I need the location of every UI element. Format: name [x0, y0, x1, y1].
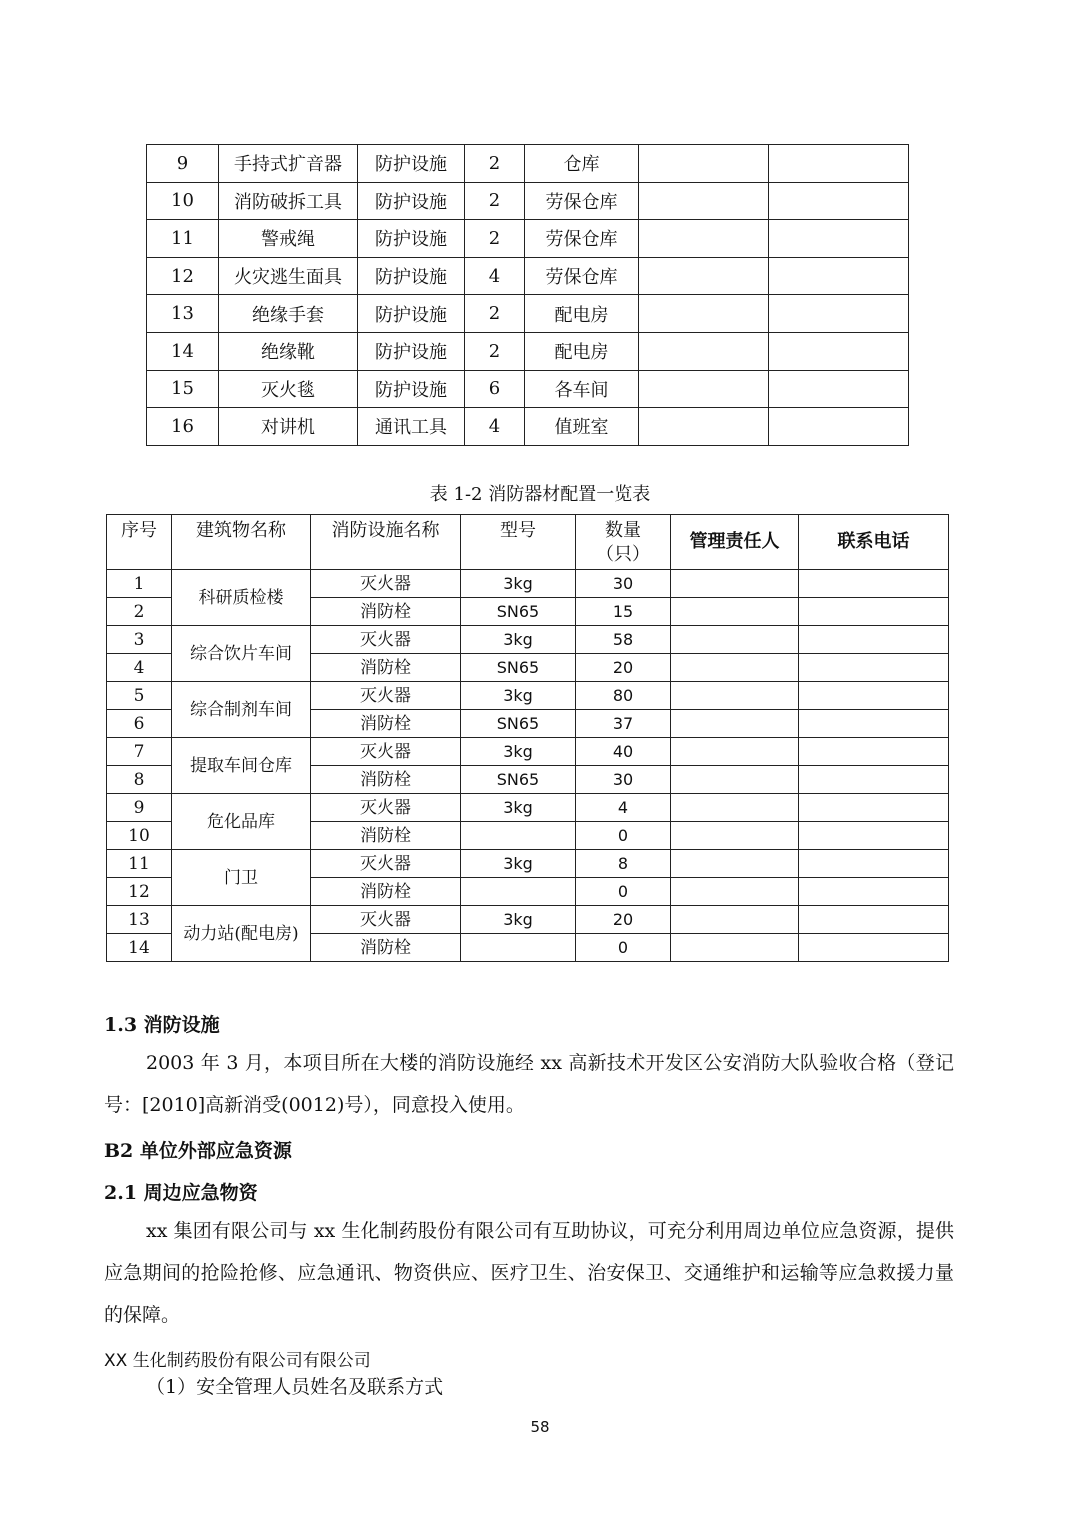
cell-phone [799, 570, 949, 598]
cell-facility: 灭火器 [311, 570, 461, 598]
cell-building: 危化品库 [172, 794, 311, 850]
cell-type: 防护设施 [358, 295, 465, 333]
cell-building: 综合制剂车间 [172, 682, 311, 738]
cell-phone [799, 738, 949, 766]
table-row [147, 145, 909, 183]
cell-phone [799, 682, 949, 710]
cell-no: 5 [107, 682, 172, 710]
cell-qty: 2 [465, 295, 525, 333]
cell-phone [799, 654, 949, 682]
cell-qty: 30 [576, 766, 671, 794]
cell-model [461, 878, 576, 906]
header-building: 建筑物名称 [172, 515, 311, 570]
cell-qty: 4 [576, 794, 671, 822]
cell-manager [671, 598, 799, 626]
cell-no: 11 [107, 850, 172, 878]
cell-facility: 消防栓 [311, 934, 461, 962]
cell-model [461, 822, 576, 850]
cell-facility: 消防栓 [311, 598, 461, 626]
cell-facility: 灭火器 [311, 850, 461, 878]
cell-manager [671, 850, 799, 878]
table-row [107, 906, 949, 934]
cell-qty: 40 [576, 738, 671, 766]
cell-facility: 灭火器 [311, 626, 461, 654]
section-2-1-paragraph: xx 集团有限公司与 xx 生化制药股份有限公司有互助协议，可充分利用周边单位应急资源，提供应急期间的抢险抢修、应急通讯、物资供应、医疗卫生、治安保卫、交通维护和运输等应急救援力量的保障。 [104, 1220, 954, 1326]
cell-name: 对讲机 [219, 408, 358, 446]
cell-name: 灭火毯 [219, 370, 358, 408]
cell-loc: 值班室 [525, 408, 639, 446]
cell-c6 [639, 257, 769, 295]
cell-loc: 劳保仓库 [525, 220, 639, 258]
cell-manager [671, 654, 799, 682]
cell-model: 3kg [461, 906, 576, 934]
table-row [147, 370, 909, 408]
cell-c7 [769, 295, 909, 333]
header-facility: 消防设施名称 [311, 515, 461, 570]
cell-manager [671, 766, 799, 794]
table-row [107, 850, 949, 878]
cell-manager [671, 878, 799, 906]
cell-model: SN65 [461, 710, 576, 738]
cell-qty: 58 [576, 626, 671, 654]
cell-qty: 6 [465, 370, 525, 408]
cell-name: 警戒绳 [219, 220, 358, 258]
header-qty [576, 515, 671, 570]
cell-loc: 配电房 [525, 295, 639, 333]
cell-name: 手持式扩音器 [219, 145, 358, 183]
cell-qty: 2 [465, 332, 525, 370]
cell-c7 [769, 145, 909, 183]
cell-c6 [639, 220, 769, 258]
table-row [147, 182, 909, 220]
section-heading-2-1: 2.1 周边应急物资 [104, 1182, 258, 1204]
cell-loc: 劳保仓库 [525, 182, 639, 220]
cell-model: 3kg [461, 850, 576, 878]
cell-facility: 消防栓 [311, 878, 461, 906]
cell-type: 防护设施 [358, 257, 465, 295]
cell-c7 [769, 370, 909, 408]
section-heading-1-3: 1.3 消防设施 [104, 1014, 220, 1036]
cell-name: 绝缘靴 [219, 332, 358, 370]
cell-model: 3kg [461, 794, 576, 822]
cell-type: 防护设施 [358, 145, 465, 183]
cell-c6 [639, 408, 769, 446]
cell-manager [671, 822, 799, 850]
cell-no: 12 [107, 878, 172, 906]
cell-manager [671, 710, 799, 738]
cell-c6 [639, 332, 769, 370]
table-row [147, 220, 909, 258]
cell-manager [671, 570, 799, 598]
cell-model: SN65 [461, 598, 576, 626]
cell-qty: 37 [576, 710, 671, 738]
header-phone: 联系电话 [799, 515, 949, 570]
cell-model [461, 934, 576, 962]
cell-c7 [769, 220, 909, 258]
cell-no: 14 [147, 332, 219, 370]
cell-no: 10 [107, 822, 172, 850]
cell-c7 [769, 332, 909, 370]
cell-qty: 2 [465, 145, 525, 183]
cell-loc: 各车间 [525, 370, 639, 408]
cell-qty: 2 [465, 220, 525, 258]
cell-name: 火灾逃生面具 [219, 257, 358, 295]
cell-phone [799, 710, 949, 738]
header-qty-line2: （只） [596, 544, 650, 565]
cell-no: 16 [147, 408, 219, 446]
company-line: XX 生化制药股份有限公司有限公司 [104, 1351, 371, 1371]
cell-qty: 80 [576, 682, 671, 710]
header-model: 型号 [461, 515, 576, 570]
cell-facility: 灭火器 [311, 794, 461, 822]
cell-phone [799, 822, 949, 850]
cell-no: 10 [147, 182, 219, 220]
cell-loc: 配电房 [525, 332, 639, 370]
cell-no: 15 [147, 370, 219, 408]
fire-equipment-table [106, 514, 949, 962]
header-manager: 管理责任人 [671, 515, 799, 570]
cell-c6 [639, 370, 769, 408]
cell-phone [799, 878, 949, 906]
cell-model: 3kg [461, 626, 576, 654]
cell-type: 防护设施 [358, 370, 465, 408]
cell-no: 13 [107, 906, 172, 934]
cell-qty: 4 [465, 257, 525, 295]
cell-manager [671, 794, 799, 822]
cell-facility: 灭火器 [311, 738, 461, 766]
cell-no: 8 [107, 766, 172, 794]
table-row [107, 794, 949, 822]
cell-model: SN65 [461, 766, 576, 794]
cell-type: 通讯工具 [358, 408, 465, 446]
cell-phone [799, 766, 949, 794]
table-row [147, 408, 909, 446]
cell-qty: 20 [576, 906, 671, 934]
cell-building: 门卫 [172, 850, 311, 906]
cell-no: 12 [147, 257, 219, 295]
header-qty-line1: 数量 [605, 520, 641, 541]
cell-name: 绝缘手套 [219, 295, 358, 333]
cell-manager [671, 934, 799, 962]
cell-qty: 4 [465, 408, 525, 446]
cell-qty: 8 [576, 850, 671, 878]
cell-manager [671, 682, 799, 710]
list-item-1: （1）安全管理人员姓名及联系方式 [146, 1376, 444, 1398]
cell-no: 7 [107, 738, 172, 766]
cell-model: 3kg [461, 738, 576, 766]
cell-type: 防护设施 [358, 182, 465, 220]
section-heading-b2: B2 单位外部应急资源 [104, 1140, 292, 1162]
cell-no: 13 [147, 295, 219, 333]
cell-c6 [639, 295, 769, 333]
cell-no: 3 [107, 626, 172, 654]
cell-c7 [769, 408, 909, 446]
table-row [107, 682, 949, 710]
cell-loc: 仓库 [525, 145, 639, 183]
cell-facility: 灭火器 [311, 906, 461, 934]
table-row [107, 738, 949, 766]
table-row [107, 570, 949, 598]
cell-c6 [639, 145, 769, 183]
cell-model: 3kg [461, 570, 576, 598]
cell-no: 4 [107, 654, 172, 682]
header-no: 序号 [107, 515, 172, 570]
cell-c6 [639, 182, 769, 220]
table-caption: 表 1-2 消防器材配置一览表 [429, 484, 651, 505]
cell-building: 动力站(配电房) [172, 906, 311, 962]
cell-no: 2 [107, 598, 172, 626]
cell-building: 科研质检楼 [172, 570, 311, 626]
cell-qty: 0 [576, 934, 671, 962]
cell-phone [799, 794, 949, 822]
table-header-row [107, 515, 949, 570]
cell-manager [671, 626, 799, 654]
table-row [147, 332, 909, 370]
cell-phone [799, 598, 949, 626]
cell-qty: 2 [465, 182, 525, 220]
cell-no: 1 [107, 570, 172, 598]
cell-facility: 消防栓 [311, 654, 461, 682]
cell-no: 9 [147, 145, 219, 183]
table-row [107, 626, 949, 654]
cell-qty: 20 [576, 654, 671, 682]
cell-model: 3kg [461, 682, 576, 710]
cell-manager [671, 906, 799, 934]
cell-type: 防护设施 [358, 332, 465, 370]
cell-no: 6 [107, 710, 172, 738]
cell-name: 消防破拆工具 [219, 182, 358, 220]
equipment-table [146, 144, 909, 446]
table-row [147, 257, 909, 295]
page-number: 58 [530, 1418, 550, 1436]
cell-qty: 0 [576, 878, 671, 906]
cell-phone [799, 934, 949, 962]
cell-qty: 0 [576, 822, 671, 850]
cell-type: 防护设施 [358, 220, 465, 258]
cell-model: SN65 [461, 654, 576, 682]
table-row [147, 295, 909, 333]
cell-no: 9 [107, 794, 172, 822]
cell-no: 14 [107, 934, 172, 962]
cell-manager [671, 738, 799, 766]
cell-facility: 消防栓 [311, 766, 461, 794]
section-1-3-paragraph: 2003 年 3 月，本项目所在大楼的消防设施经 xx 高新技术开发区公安消防大队验收合格（登记号：[2010]高新消受(0012)号），同意投入使用。 [104, 1052, 954, 1116]
cell-facility: 消防栓 [311, 710, 461, 738]
cell-qty: 30 [576, 570, 671, 598]
cell-phone [799, 850, 949, 878]
cell-phone [799, 906, 949, 934]
cell-c7 [769, 182, 909, 220]
cell-facility: 灭火器 [311, 682, 461, 710]
cell-building: 提取车间仓库 [172, 738, 311, 794]
cell-phone [799, 626, 949, 654]
cell-facility: 消防栓 [311, 822, 461, 850]
cell-loc: 劳保仓库 [525, 257, 639, 295]
cell-no: 11 [147, 220, 219, 258]
cell-qty: 15 [576, 598, 671, 626]
cell-building: 综合饮片车间 [172, 626, 311, 682]
cell-c7 [769, 257, 909, 295]
